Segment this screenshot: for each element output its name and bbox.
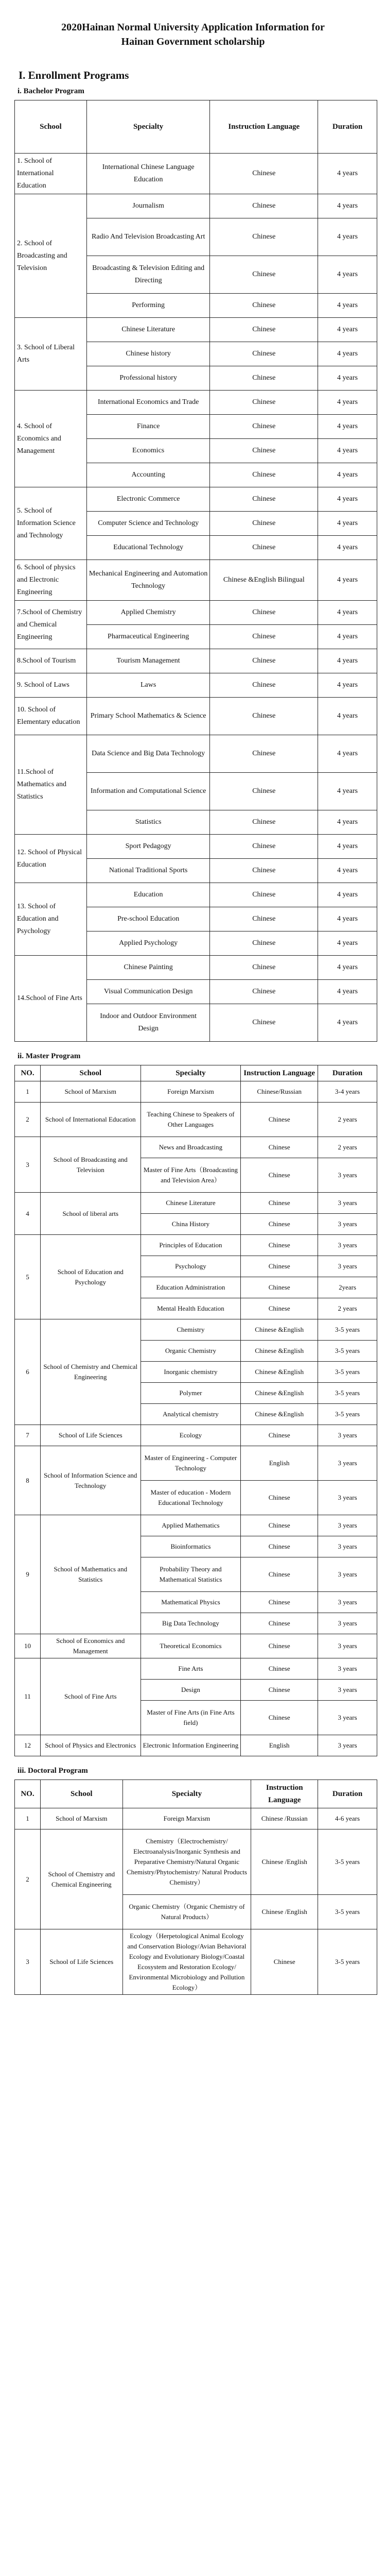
specialty: Principles of Education <box>141 1235 241 1256</box>
instruction-language: Chinese <box>210 698 318 735</box>
column-header: Instruction Language <box>251 1780 318 1808</box>
specialty: Theoretical Economics <box>141 1634 241 1658</box>
duration: 4 years <box>318 956 377 980</box>
duration: 4 years <box>318 391 377 415</box>
specialty: Laws <box>86 673 210 698</box>
specialty: News and Broadcasting <box>141 1137 241 1158</box>
specialty: Polymer <box>141 1383 241 1404</box>
specialty: Mechanical Engineering and Automation Technology <box>86 560 210 601</box>
school-name: School of Chemistry and Chemical Engineering <box>40 1829 122 1929</box>
column-header: NO. <box>15 1780 41 1808</box>
specialty: Electronic Information Engineering <box>141 1735 241 1756</box>
specialty: Applied Chemistry <box>86 601 210 625</box>
duration: 4 years <box>318 342 377 366</box>
instruction-language: Chinese <box>241 1536 318 1557</box>
instruction-language: English <box>241 1735 318 1756</box>
specialty: Educational Technology <box>86 536 210 560</box>
instruction-language: Chinese <box>210 673 318 698</box>
row-number: 1 <box>15 1081 41 1103</box>
instruction-language: Chinese <box>241 1137 318 1158</box>
duration: 2 years <box>318 1298 377 1319</box>
specialty: Mathematical Physics <box>141 1592 241 1613</box>
table-row <box>15 154 377 194</box>
table-row <box>15 560 377 601</box>
duration: 3-5 years <box>318 1929 377 1995</box>
instruction-language: Chinese <box>210 980 318 1004</box>
duration: 4 years <box>318 366 377 391</box>
table-row <box>15 318 377 342</box>
instruction-language: Chinese <box>241 1481 318 1515</box>
table-row <box>15 601 377 625</box>
instruction-language: Chinese <box>241 1298 318 1319</box>
duration: 4 years <box>318 194 377 218</box>
table-row <box>15 391 377 415</box>
school-name: School of Life Sciences <box>40 1929 122 1995</box>
specialty: Broadcasting & Television Editing and Directing <box>86 256 210 294</box>
specialty: International Economics and Trade <box>86 391 210 415</box>
duration: 3-4 years <box>318 1081 377 1103</box>
instruction-language: Chinese <box>210 342 318 366</box>
school-name: School of International Education <box>40 1103 141 1137</box>
duration: 4 years <box>318 256 377 294</box>
instruction-language: Chinese <box>241 1634 318 1658</box>
specialty: Performing <box>86 294 210 318</box>
instruction-language: Chinese /English <box>251 1829 318 1895</box>
table-row <box>15 1319 377 1341</box>
specialty: Master of Fine Arts (in Fine Arts field) <box>141 1701 241 1735</box>
duration: 4 years <box>318 673 377 698</box>
school-name: School of Mathematics and Statistics <box>40 1515 141 1634</box>
instruction-language: Chinese <box>241 1158 318 1193</box>
table-row <box>15 735 377 773</box>
duration: 3-5 years <box>318 1341 377 1362</box>
instruction-language: Chinese <box>210 773 318 810</box>
instruction-language: Chinese <box>241 1613 318 1634</box>
instruction-language: Chinese <box>210 487 318 512</box>
specialty: Ecology <box>141 1425 241 1446</box>
specialty: Design <box>141 1680 241 1701</box>
specialty: Information and Computational Science <box>86 773 210 810</box>
school-name: School of Economics and Management <box>40 1634 141 1658</box>
duration: 4 years <box>318 487 377 512</box>
school-name: School of Broadcasting and Television <box>40 1137 141 1193</box>
duration: 4 years <box>318 698 377 735</box>
duration: 3 years <box>318 1235 377 1256</box>
duration: 4 years <box>318 294 377 318</box>
specialty: Probability Theory and Mathematical Statistics <box>141 1557 241 1592</box>
duration: 3 years <box>318 1735 377 1756</box>
duration: 3 years <box>318 1425 377 1446</box>
specialty: Foreign Marxism <box>141 1081 241 1103</box>
duration: 3 years <box>318 1701 377 1735</box>
specialty: Master of Engineering - Computer Technology <box>141 1446 241 1481</box>
specialty: Primary School Mathematics & Science <box>86 698 210 735</box>
duration: 4 years <box>318 318 377 342</box>
specialty: Education <box>86 883 210 907</box>
instruction-language: Chinese <box>241 1256 318 1277</box>
duration: 3 years <box>318 1658 377 1680</box>
row-number: 9 <box>15 1515 41 1634</box>
duration: 3-5 years <box>318 1404 377 1425</box>
school-name: School of Life Sciences <box>40 1425 141 1446</box>
duration: 3 years <box>318 1592 377 1613</box>
specialty: Data Science and Big Data Technology <box>86 735 210 773</box>
doctoral-table <box>14 1780 377 1995</box>
table-header-row <box>15 100 377 154</box>
specialty: Computer Science and Technology <box>86 512 210 536</box>
instruction-language: Chinese <box>210 735 318 773</box>
row-number: 6 <box>15 1319 41 1425</box>
specialty: Pre-school Education <box>86 907 210 931</box>
specialty: Bioinformatics <box>141 1536 241 1557</box>
column-header: Duration <box>318 1780 377 1808</box>
instruction-language: Chinese <box>210 956 318 980</box>
instruction-language: Chinese <box>241 1193 318 1214</box>
row-number: 3 <box>15 1137 41 1193</box>
specialty: Organic Chemistry <box>141 1341 241 1362</box>
duration: 3 years <box>318 1214 377 1235</box>
school-name: 14.School of Fine Arts <box>15 956 87 1042</box>
duration: 4 years <box>318 810 377 835</box>
instruction-language: Chinese <box>210 154 318 194</box>
duration: 3 years <box>318 1536 377 1557</box>
instruction-language: Chinese <box>210 601 318 625</box>
specialty: Sport Pedagogy <box>86 835 210 859</box>
duration: 4 years <box>318 980 377 1004</box>
specialty: Applied Mathematics <box>141 1515 241 1536</box>
specialty: Applied Psychology <box>86 931 210 956</box>
duration: 3-5 years <box>318 1362 377 1383</box>
instruction-language: Chinese <box>241 1425 318 1446</box>
duration: 3-5 years <box>318 1895 377 1929</box>
instruction-language: Chinese <box>210 883 318 907</box>
duration: 4 years <box>318 536 377 560</box>
specialty: Chinese Literature <box>86 318 210 342</box>
duration: 4 years <box>318 859 377 883</box>
instruction-language: Chinese/Russian <box>241 1081 318 1103</box>
instruction-language: Chinese <box>210 391 318 415</box>
instruction-language: Chinese <box>210 415 318 439</box>
specialty: Inorganic chemistry <box>141 1362 241 1383</box>
table-row <box>15 1735 377 1756</box>
specialty: Ecology（Herpetological Animal Ecology and Conservation Biology/Avian Behavioral Ecology and Evolutionary Biology/Coastal Ecosystem and Restoration Ecology/ Environmental Microbiology and Pollution Ecology） <box>122 1929 251 1995</box>
column-header: Instruction Language <box>241 1065 318 1081</box>
table-row <box>15 194 377 218</box>
table-row <box>15 883 377 907</box>
duration: 4 years <box>318 883 377 907</box>
instruction-language: Chinese &English <box>241 1383 318 1404</box>
table-row <box>15 1081 377 1103</box>
document-subtitle: Hainan Government scholarship <box>121 36 265 47</box>
duration: 4 years <box>318 835 377 859</box>
table-row <box>15 1829 377 1895</box>
instruction-language: Chinese &English Bilingual <box>210 560 318 601</box>
instruction-language: English <box>241 1446 318 1481</box>
table-row <box>15 649 377 673</box>
duration: 3-5 years <box>318 1383 377 1404</box>
duration: 4-6 years <box>318 1808 377 1829</box>
column-header: Specialty <box>141 1065 241 1081</box>
instruction-language: Chinese <box>210 318 318 342</box>
school-name: School of liberal arts <box>40 1193 141 1235</box>
duration: 4 years <box>318 931 377 956</box>
school-name: 7.School of Chemistry and Chemical Engineering <box>15 601 87 649</box>
instruction-language: Chinese <box>241 1658 318 1680</box>
instruction-language: Chinese <box>210 218 318 256</box>
instruction-language: Chinese &English <box>241 1341 318 1362</box>
school-name: 11.School of Mathematics and Statistics <box>15 735 87 835</box>
school-name: 4. School of Economics and Management <box>15 391 87 487</box>
row-number: 2 <box>15 1829 41 1929</box>
school-name: 10. School of Elementary education <box>15 698 87 735</box>
duration: 3 years <box>318 1446 377 1481</box>
duration: 4 years <box>318 415 377 439</box>
column-header: School <box>40 1065 141 1081</box>
column-header: Specialty <box>86 100 210 154</box>
specialty: Electronic Commerce <box>86 487 210 512</box>
specialty: Finance <box>86 415 210 439</box>
specialty: Professional history <box>86 366 210 391</box>
table-row <box>15 487 377 512</box>
specialty: Master of Fine Arts（Broadcasting and Television Area） <box>141 1158 241 1193</box>
school-name: School of Marxism <box>40 1081 141 1103</box>
specialty: Pharmaceutical Engineering <box>86 625 210 649</box>
table-row <box>15 673 377 698</box>
specialty: Economics <box>86 439 210 463</box>
specialty: Teaching Chinese to Speakers of Other Languages <box>141 1103 241 1137</box>
duration: 4 years <box>318 649 377 673</box>
duration: 2 years <box>318 1137 377 1158</box>
row-number: 10 <box>15 1634 41 1658</box>
instruction-language: Chinese <box>210 512 318 536</box>
row-number: 5 <box>15 1235 41 1319</box>
instruction-language: Chinese <box>210 810 318 835</box>
column-header: Instruction Language <box>210 100 318 154</box>
duration: 4 years <box>318 154 377 194</box>
duration: 3 years <box>318 1680 377 1701</box>
row-number: 1 <box>15 1808 41 1829</box>
duration: 3 years <box>318 1193 377 1214</box>
row-number: 7 <box>15 1425 41 1446</box>
instruction-language: Chinese <box>241 1214 318 1235</box>
instruction-language: Chinese <box>210 256 318 294</box>
row-number: 4 <box>15 1193 41 1235</box>
table-row <box>15 956 377 980</box>
table-row <box>15 1446 377 1481</box>
instruction-language: Chinese <box>241 1701 318 1735</box>
instruction-language: Chinese <box>241 1515 318 1536</box>
column-header: NO. <box>15 1065 41 1081</box>
bachelor-heading: i. Bachelor Program <box>17 87 84 95</box>
school-name: School of Information Science and Technology <box>40 1446 141 1515</box>
row-number: 8 <box>15 1446 41 1515</box>
school-name: School of Education and Psychology <box>40 1235 141 1319</box>
duration: 4 years <box>318 625 377 649</box>
specialty: Radio And Television Broadcasting Art <box>86 218 210 256</box>
school-name: School of Fine Arts <box>40 1658 141 1735</box>
bachelor-table <box>14 100 377 1042</box>
specialty: Psychology <box>141 1256 241 1277</box>
specialty: Chinese history <box>86 342 210 366</box>
instruction-language: Chinese <box>210 194 318 218</box>
school-name: 12. School of Physical Education <box>15 835 87 883</box>
instruction-language: Chinese <box>241 1277 318 1298</box>
table-row <box>15 1515 377 1536</box>
duration: 4 years <box>318 735 377 773</box>
instruction-language: Chinese <box>210 463 318 487</box>
master-table <box>14 1065 377 1756</box>
table-header-row <box>15 1780 377 1808</box>
school-name: School of Chemistry and Chemical Engineering <box>40 1319 141 1425</box>
instruction-language: Chinese <box>241 1235 318 1256</box>
school-name: 13. School of Education and Psychology <box>15 883 87 956</box>
duration: 4 years <box>318 773 377 810</box>
row-number: 2 <box>15 1103 41 1137</box>
specialty: Chinese Painting <box>86 956 210 980</box>
table-row <box>15 1425 377 1446</box>
instruction-language: Chinese <box>210 439 318 463</box>
instruction-language: Chinese &English <box>241 1319 318 1341</box>
specialty: Chemistry <box>141 1319 241 1341</box>
specialty: Accounting <box>86 463 210 487</box>
table-row <box>15 1658 377 1680</box>
school-name: 2. School of Broadcasting and Television <box>15 194 87 318</box>
duration: 2 years <box>318 1103 377 1137</box>
section-heading-enrollment: I. Enrollment Programs <box>19 69 129 81</box>
duration: 3 years <box>318 1613 377 1634</box>
row-number: 3 <box>15 1929 41 1995</box>
column-header: Specialty <box>122 1780 251 1808</box>
doctoral-heading: iii. Doctoral Program <box>17 1767 88 1775</box>
instruction-language: Chinese <box>210 294 318 318</box>
school-name: School of Physics and Electronics <box>40 1735 141 1756</box>
duration: 4 years <box>318 218 377 256</box>
column-header: Duration <box>318 1065 377 1081</box>
instruction-language: Chinese <box>210 649 318 673</box>
instruction-language: Chinese <box>210 625 318 649</box>
duration: 3 years <box>318 1481 377 1515</box>
specialty: Foreign Marxism <box>122 1808 251 1829</box>
duration: 3 years <box>318 1634 377 1658</box>
instruction-language: Chinese <box>210 1004 318 1042</box>
specialty: Statistics <box>86 810 210 835</box>
table-row <box>15 1808 377 1829</box>
instruction-language: Chinese <box>210 366 318 391</box>
specialty: International Chinese Language Education <box>86 154 210 194</box>
duration: 3 years <box>318 1158 377 1193</box>
duration: 4 years <box>318 1004 377 1042</box>
instruction-language: Chinese <box>210 859 318 883</box>
table-row <box>15 1929 377 1995</box>
table-row <box>15 698 377 735</box>
specialty: Visual Communication Design <box>86 980 210 1004</box>
instruction-language: Chinese <box>251 1929 318 1995</box>
instruction-language: Chinese /English <box>251 1895 318 1929</box>
specialty: Fine Arts <box>141 1658 241 1680</box>
duration: 4 years <box>318 907 377 931</box>
instruction-language: Chinese <box>210 931 318 956</box>
specialty: China History <box>141 1214 241 1235</box>
school-name: School of Marxism <box>40 1808 122 1829</box>
document-title: 2020Hainan Normal University Application Information for <box>61 22 325 33</box>
instruction-language: Chinese <box>241 1557 318 1592</box>
duration: 3-5 years <box>318 1829 377 1895</box>
specialty: Tourism Management <box>86 649 210 673</box>
school-name: 6. School of physics and Electronic Engineering <box>15 560 87 601</box>
specialty: Mental Health Education <box>141 1298 241 1319</box>
instruction-language: Chinese &English <box>241 1362 318 1383</box>
specialty: Master of education - Modern Educational Technology <box>141 1481 241 1515</box>
specialty: National Traditional Sports <box>86 859 210 883</box>
table-row <box>15 1634 377 1658</box>
duration: 4 years <box>318 439 377 463</box>
instruction-language: Chinese <box>210 536 318 560</box>
table-header-row <box>15 1065 377 1081</box>
master-heading: ii. Master Program <box>17 1052 81 1060</box>
specialty: Organic Chemistry（Organic Chemistry of Natural Products） <box>122 1895 251 1929</box>
instruction-language: Chinese /Russian <box>251 1808 318 1829</box>
school-name: 1. School of International Education <box>15 154 87 194</box>
row-number: 12 <box>15 1735 41 1756</box>
duration: 4 years <box>318 512 377 536</box>
specialty: Chemistry（Electrochemistry/ Electroanalysis/Inorganic Synthesis and Preparative Chemistry/Natural Organic Chemistry/Phytochemistry/ Natural Products Chemistry） <box>122 1829 251 1895</box>
specialty: Journalism <box>86 194 210 218</box>
duration: 2years <box>318 1277 377 1298</box>
instruction-language: Chinese &English <box>241 1404 318 1425</box>
school-name: 8.School of Tourism <box>15 649 87 673</box>
table-row <box>15 835 377 859</box>
specialty: Big Data Technology <box>141 1613 241 1634</box>
table-row <box>15 1235 377 1256</box>
specialty: Chinese Literature <box>141 1193 241 1214</box>
instruction-language: Chinese <box>241 1680 318 1701</box>
specialty: Indoor and Outdoor Environment Design <box>86 1004 210 1042</box>
duration: 3 years <box>318 1515 377 1536</box>
table-row <box>15 1137 377 1158</box>
school-name: 3. School of Liberal Arts <box>15 318 87 391</box>
column-header: School <box>40 1780 122 1808</box>
column-header: Duration <box>318 100 377 154</box>
duration: 4 years <box>318 560 377 601</box>
duration: 4 years <box>318 601 377 625</box>
table-row <box>15 1103 377 1137</box>
instruction-language: Chinese <box>241 1103 318 1137</box>
school-name: 5. School of Information Science and Technology <box>15 487 87 560</box>
instruction-language: Chinese <box>210 907 318 931</box>
duration: 3-5 years <box>318 1319 377 1341</box>
instruction-language: Chinese <box>210 835 318 859</box>
instruction-language: Chinese <box>241 1592 318 1613</box>
duration: 4 years <box>318 463 377 487</box>
duration: 3 years <box>318 1557 377 1592</box>
specialty: Education Administration <box>141 1277 241 1298</box>
specialty: Analytical chemistry <box>141 1404 241 1425</box>
school-name: 9. School of Laws <box>15 673 87 698</box>
row-number: 11 <box>15 1658 41 1735</box>
table-row <box>15 1193 377 1214</box>
duration: 3 years <box>318 1256 377 1277</box>
column-header: School <box>15 100 87 154</box>
